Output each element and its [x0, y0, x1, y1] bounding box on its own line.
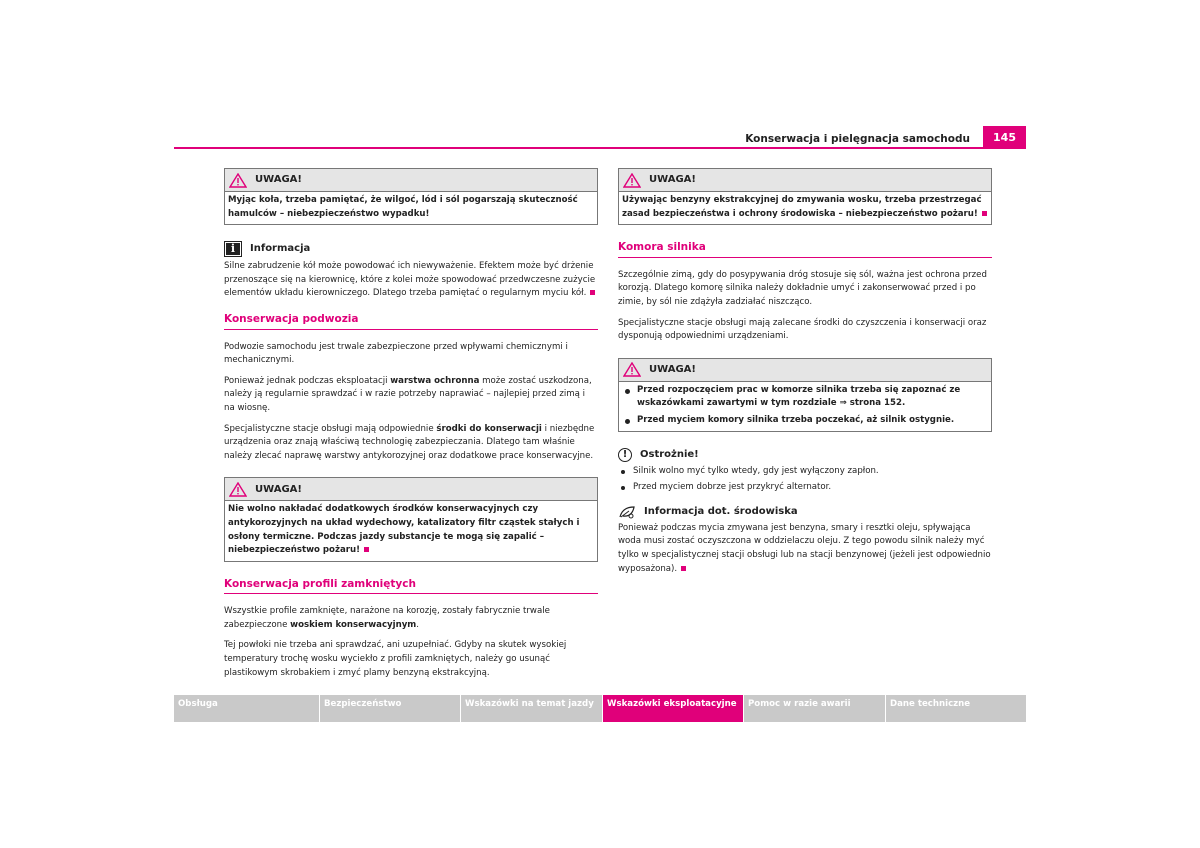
- warning-text: Nie wolno nakładać dodatkowych środków konserwacyjnych czy antykorozyjnych na układ wydechowy, katalizatory filtr cząstek stałych i osłony termiczne. Podczas jazdy substancje te mogą się zapalić – niebezpieczeństwo pożaru!: [228, 504, 580, 556]
- warning-triangle-icon: [229, 173, 247, 188]
- tab-bezpieczenstwo[interactable]: Bezpieczeństwo: [320, 695, 460, 722]
- warning-box: [618, 358, 992, 432]
- warning-triangle-icon: [623, 173, 641, 188]
- warning-title: UWAGA!: [649, 363, 696, 375]
- warning-item: Przed myciem komory silnika trzeba poczekać, aż silnik ostygnie.: [622, 414, 987, 428]
- info-title: Informacja: [250, 243, 311, 255]
- paragraph: Ponieważ jednak podczas eksploatacji warstwa ochronna może zostać uszkodzona, należy ją regularnie sprawdzać i w razie potrzeby naprawiać – najlepiej przed zimą i na wiosnę.: [224, 375, 592, 413]
- warning-box: [618, 168, 992, 225]
- caution-note: [618, 448, 992, 495]
- warning-text: Używając benzyny ekstrakcyjnej do zmywania wosku, trzeba przestrzegać zasad bezpieczeństwa i ochrony środowiska – niebezpieczeństwo pożaru!: [622, 195, 982, 219]
- paragraph: Specjalistyczne stacje obsługi mają zalecane środki do czyszczenia i konserwacji oraz dysponują odpowiednimi urządzeniami.: [618, 317, 987, 342]
- warning-box: [224, 477, 598, 561]
- end-marker: [590, 290, 595, 295]
- info-icon: i: [224, 241, 242, 257]
- section-title: Komora silnika: [618, 241, 992, 258]
- exclamation-circle-icon: !: [618, 448, 632, 462]
- header-rule: [174, 147, 1026, 149]
- footer-tabs: [174, 695, 1026, 722]
- environment-note: [618, 505, 992, 576]
- warning-title: UWAGA!: [649, 174, 696, 186]
- tab-wskazowki-eksploatacyjne[interactable]: Wskazówki eksploatacyjne: [603, 695, 743, 722]
- warning-text: Myjąc koła, trzeba pamiętać, że wilgoć, lód i sól pogarszają skuteczność hamulców – niebezpieczeństwo wypadku!: [228, 195, 578, 219]
- warning-triangle-icon: [623, 362, 641, 377]
- warning-triangle-icon: [229, 482, 247, 497]
- section-title: Konserwacja profili zamkniętych: [224, 578, 598, 595]
- tab-obsluga[interactable]: Obsługa: [174, 695, 319, 722]
- tab-pomoc-awarii[interactable]: Pomoc w razie awarii: [744, 695, 885, 722]
- info-note: [224, 241, 598, 301]
- caution-title: Ostrożnie!: [640, 448, 699, 460]
- environment-icon: [618, 505, 636, 519]
- warning-title: UWAGA!: [255, 174, 302, 186]
- page-number: 145: [983, 126, 1026, 149]
- caution-item: Przed myciem dobrze jest przykryć alternator.: [618, 481, 992, 495]
- warning-box: [224, 168, 598, 225]
- right-column: [618, 168, 992, 576]
- warning-item: Przed rozpoczęciem prac w komorze silnika trzeba się zapoznać ze wskazówkami zawartymi w tym rozdziale ⇒ strona 152.: [622, 384, 987, 411]
- environment-text: Ponieważ podczas mycia zmywana jest benzyna, smary i resztki oleju, spływająca woda musi zostać oczyszczona w oddzielaczu oleju. Z tego powodu silnik należy myć tylko w specjalistycznej stacji obsługi lub na stacji benzynowej (jeżeli jest odpowiednio wyposażona).: [618, 522, 991, 574]
- tab-dane-techniczne[interactable]: Dane techniczne: [886, 695, 1026, 722]
- header-title: Konserwacja i pielęgnacja samochodu: [745, 133, 970, 145]
- environment-title: Informacja dot. środowiska: [644, 505, 798, 517]
- end-marker: [982, 211, 987, 216]
- paragraph: Szczególnie zimą, gdy do posypywania dróg stosuje się sól, ważna jest ochrona przed korozją. Dlatego komorę silnika należy dokładnie umyć i zakonserwować przed i po zimie, by sól nie zdążyła zadziałać niszcząco.: [618, 269, 987, 307]
- caution-item: Silnik wolno myć tylko wtedy, gdy jest wyłączony zapłon.: [618, 465, 992, 479]
- paragraph: Tej powłoki nie trzeba ani sprawdzać, ani uzupełniać. Gdyby na skutek wysokiej temperatury trochę wosku wyciekło z profili zamkniętych, należy go usunąć plastikowym skrobakiem i zmyć plamy benzyną ekstrakcyjną.: [224, 640, 567, 678]
- warning-title: UWAGA!: [255, 483, 302, 495]
- paragraph: Specjalistyczne stacje obsługi mają odpowiednie środki do konserwacji i niezbędne urządzenia oraz znają właściwą technologię zabezpieczania. Dlatego tam właśnie należy zlecać naprawę warstwy antykorozyjnej oraz dodatkowe prace konserwacyjne.: [224, 423, 595, 461]
- end-marker: [681, 566, 686, 571]
- section-title: Konserwacja podwozia: [224, 313, 598, 330]
- tab-wskazowki-jazdy[interactable]: Wskazówki na temat jazdy: [461, 695, 602, 722]
- left-column: [224, 168, 598, 687]
- info-text: Silne zabrudzenie kół może powodować ich niewyważenie. Efektem może być drżenie przenoszące się na kierownicę, które z kolei może spowodować przedwczesne zużycie elementów układu kierowniczego. Dlatego trzeba pamiętać o regularnym myciu kół.: [224, 261, 596, 299]
- paragraph: Podwozie samochodu jest trwale zabezpieczone przed wpływami chemicznymi i mechanicznymi.: [224, 341, 568, 366]
- paragraph: Wszystkie profile zamknięte, narażone na korozję, zostały fabrycznie trwale zabezpieczone woskiem konserwacyjnym.: [224, 606, 550, 630]
- end-marker: [364, 547, 369, 552]
